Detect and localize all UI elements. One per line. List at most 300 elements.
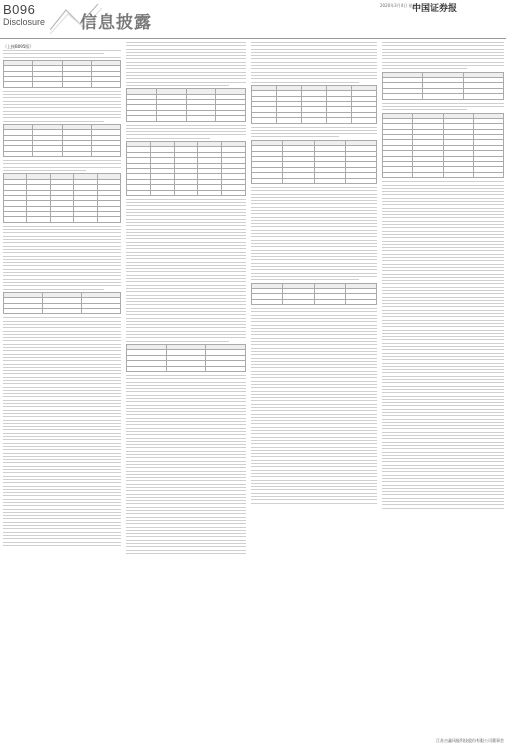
text-line: [126, 212, 246, 213]
text-line: [251, 55, 377, 56]
text-line: [3, 360, 121, 361]
text-line: [382, 241, 504, 242]
text-line: [382, 267, 504, 268]
text-line: [126, 503, 246, 504]
text-line: [3, 439, 121, 440]
text-line: [126, 553, 246, 554]
text-line: [126, 487, 246, 488]
text-line: [382, 52, 504, 53]
text-line: [251, 62, 377, 63]
text-line: [382, 270, 504, 271]
text-line: [382, 366, 504, 367]
text-line: [3, 515, 121, 516]
text-line: [126, 527, 246, 528]
text-line: [3, 259, 121, 260]
text-line: [126, 474, 246, 475]
text-line: [382, 283, 504, 284]
text-line: [251, 52, 377, 53]
text-line: [251, 334, 377, 335]
text-line: [3, 433, 121, 434]
text-line: [251, 250, 377, 251]
text-line: [126, 337, 246, 338]
text-line: [126, 252, 246, 253]
text-line: [382, 363, 504, 364]
text-line: [126, 295, 246, 296]
text-line: [3, 518, 121, 519]
text-line: [382, 330, 504, 331]
text-line: [126, 318, 246, 319]
text-line: [251, 503, 377, 504]
text-line: [126, 138, 210, 139]
text-line: [251, 344, 377, 345]
text-line: [3, 262, 121, 263]
text-line: [251, 371, 377, 372]
text-line: [251, 486, 377, 487]
text-line: [251, 381, 377, 382]
section-name-cn: 信息披露: [80, 13, 152, 33]
text-line: [3, 364, 121, 365]
text-line: [126, 388, 246, 389]
text-line: [382, 501, 504, 502]
text-line: [251, 427, 377, 428]
text-line: [382, 369, 504, 370]
text-line: [126, 513, 246, 514]
text-line: [251, 394, 377, 395]
text-line: [382, 448, 504, 449]
text-line: [382, 415, 504, 416]
text-line: [3, 383, 121, 384]
text-line: [251, 65, 377, 66]
text-line: [3, 522, 121, 523]
text-column-2: [126, 42, 246, 742]
text-line: [3, 410, 121, 411]
text-line: [251, 210, 377, 211]
text-line: [126, 308, 246, 309]
text-line: [3, 272, 121, 273]
text-line: [126, 232, 246, 233]
text-line: [3, 121, 104, 122]
text-line: [251, 127, 377, 128]
text-line: [3, 97, 121, 98]
text-line: [251, 400, 377, 401]
text-line: [382, 214, 504, 215]
text-line: [3, 456, 121, 457]
text-line: [251, 351, 377, 352]
text-line: [126, 245, 246, 246]
text-line: [3, 502, 121, 503]
text-line: [126, 78, 246, 79]
text-line: [126, 134, 246, 135]
text-line: [126, 414, 246, 415]
text-line: [3, 334, 121, 335]
text-line: [3, 462, 121, 463]
text-line: [3, 505, 121, 506]
text-line: [3, 423, 121, 424]
text-line: [3, 390, 121, 391]
text-line: [382, 402, 504, 403]
text-line: [3, 111, 121, 112]
text-line: [251, 476, 377, 477]
text-line: [126, 331, 246, 332]
text-line: [3, 492, 121, 493]
text-line: [251, 493, 377, 494]
text-line: [3, 420, 121, 421]
text-line: [3, 426, 121, 427]
text-line: [251, 460, 377, 461]
text-line: [126, 49, 246, 50]
data-table: [251, 283, 377, 306]
text-line: [126, 45, 246, 46]
text-line: [382, 297, 504, 298]
text-line: [251, 483, 377, 484]
text-line: [251, 259, 377, 260]
text-line: [251, 236, 377, 237]
text-line: [251, 68, 377, 69]
text-line: [126, 540, 246, 541]
text-line: [251, 130, 377, 131]
text-line: [382, 320, 504, 321]
text-line: [251, 243, 377, 244]
data-table: [3, 292, 121, 315]
text-line: [382, 428, 504, 429]
text-line: [3, 459, 121, 460]
text-line: [126, 288, 246, 289]
text-line: [382, 508, 504, 509]
text-line: [3, 107, 121, 108]
text-line: [251, 72, 377, 73]
text-line: [126, 58, 246, 59]
text-line: [126, 454, 246, 455]
data-table: [3, 124, 121, 157]
text-line: [251, 75, 377, 76]
text-line: [382, 231, 504, 232]
text-line: [126, 131, 246, 132]
text-line: [126, 275, 246, 276]
text-line: [3, 528, 121, 529]
text-line: [126, 378, 246, 379]
text-line: [126, 291, 246, 292]
text-line: [382, 234, 504, 235]
text-line: [382, 399, 504, 400]
text-line: [382, 389, 504, 390]
text-line: [3, 538, 121, 539]
text-line: [3, 285, 121, 286]
text-line: [382, 419, 504, 420]
text-line: [382, 379, 504, 380]
text-line: [3, 416, 121, 417]
text-line: [251, 414, 377, 415]
text-line: [382, 201, 504, 202]
text-line: [382, 333, 504, 334]
text-line: [382, 49, 504, 50]
text-line: [251, 450, 377, 451]
text-line: [3, 357, 121, 358]
text-line: [382, 465, 504, 466]
text-line: [382, 409, 504, 410]
text-line: [126, 484, 246, 485]
text-line: [126, 271, 246, 272]
text-line: [3, 525, 121, 526]
text-line: [3, 542, 121, 543]
text-line: [251, 45, 377, 46]
text-line: [251, 489, 377, 490]
text-line: [251, 226, 377, 227]
text-line: [382, 326, 504, 327]
text-column-3: [251, 42, 377, 742]
text-line: [3, 373, 121, 374]
text-line: [126, 520, 246, 521]
text-line: [382, 491, 504, 492]
issue-date: 2020年3月4日 星期三: [380, 3, 421, 8]
text-line: [382, 191, 504, 192]
text-line: [3, 495, 121, 496]
text-line: [251, 453, 377, 454]
text-line: [3, 101, 121, 102]
text-line: [251, 200, 377, 201]
text-line: [3, 265, 121, 266]
text-line: [126, 298, 246, 299]
text-line: [126, 255, 246, 256]
text-line: [126, 215, 246, 216]
text-line: [251, 430, 377, 431]
text-line: [126, 327, 246, 328]
text-line: [251, 220, 377, 221]
text-line: [251, 499, 377, 500]
text-line: [251, 187, 377, 188]
text-line: [251, 463, 377, 464]
text-line: [126, 238, 246, 239]
text-line: [251, 423, 377, 424]
text-line: [251, 341, 377, 342]
text-line: [382, 280, 504, 281]
text-line: [251, 456, 377, 457]
text-line: [251, 315, 377, 316]
section-name-en: Disclosure: [3, 17, 46, 27]
text-line: [126, 281, 246, 282]
text-line: [3, 279, 121, 280]
text-line: [251, 397, 377, 398]
text-line: [251, 338, 377, 339]
text-line: [382, 45, 504, 46]
text-line: [126, 382, 246, 383]
text-line: [3, 317, 121, 318]
text-line: [251, 246, 377, 247]
text-line: [3, 377, 121, 378]
text-line: [126, 401, 246, 402]
text-line: [126, 242, 246, 243]
text-line: [3, 256, 121, 257]
text-line: [3, 413, 121, 414]
text-line: [251, 49, 377, 50]
text-line: [126, 543, 246, 544]
text-line: [3, 236, 121, 237]
text-line: [382, 481, 504, 482]
text-line: [382, 452, 504, 453]
data-table: [3, 173, 121, 223]
text-line: [382, 257, 504, 258]
text-line: [382, 396, 504, 397]
text-line: [3, 479, 121, 480]
text-column-4: [382, 42, 504, 742]
text-line: [126, 444, 246, 445]
text-line: [382, 188, 504, 189]
text-line: [382, 211, 504, 212]
text-line: [126, 536, 246, 537]
text-line: [382, 103, 504, 104]
text-line: [3, 289, 104, 290]
text-line: [126, 424, 246, 425]
text-line: [3, 532, 121, 533]
text-line: [251, 42, 377, 43]
data-table: [126, 141, 246, 196]
text-line: [382, 55, 504, 56]
text-line: [3, 249, 121, 250]
text-line: [382, 227, 504, 228]
text-line: [251, 328, 377, 329]
text-line: [382, 376, 504, 377]
text-line: [251, 230, 377, 231]
text-line: [3, 327, 121, 328]
text-line: [251, 321, 377, 322]
text-line: [382, 274, 504, 275]
text-line: [382, 336, 504, 337]
text-line: [126, 434, 246, 435]
data-table: [251, 140, 377, 184]
continuation-heading: （上接B095版）: [3, 44, 34, 49]
data-table: [382, 113, 504, 179]
text-line: [382, 475, 504, 476]
text-line: [3, 252, 121, 253]
text-line: [382, 442, 504, 443]
text-line: [3, 466, 121, 467]
text-line: [126, 510, 246, 511]
text-line: [251, 190, 377, 191]
text-line: [126, 550, 246, 551]
text-line: [126, 324, 246, 325]
text-line: [251, 447, 377, 448]
text-line: [382, 356, 504, 357]
text-line: [251, 263, 377, 264]
text-line: [3, 242, 121, 243]
text-line: [3, 347, 121, 348]
text-line: [382, 432, 504, 433]
text-line: [251, 78, 377, 79]
text-line: [3, 367, 121, 368]
text-line: [251, 240, 377, 241]
text-line: [251, 269, 377, 270]
text-line: [251, 437, 377, 438]
text-line: [126, 405, 246, 406]
text-line: [3, 453, 121, 454]
text-line: [251, 496, 377, 497]
text-line: [3, 337, 121, 338]
text-line: [382, 300, 504, 301]
text-line: [251, 194, 377, 195]
text-line: [382, 185, 504, 186]
text-line: [382, 471, 504, 472]
text-line: [251, 223, 377, 224]
text-line: [3, 269, 121, 270]
text-line: [3, 476, 121, 477]
text-line: [126, 301, 246, 302]
text-line: [3, 354, 121, 355]
text-line: [251, 213, 377, 214]
text-line: [382, 372, 504, 373]
text-line: [126, 285, 246, 286]
text-line: [3, 344, 121, 345]
text-line: [382, 204, 504, 205]
text-line: [382, 254, 504, 255]
text-line: [126, 418, 246, 419]
text-line: [126, 225, 246, 226]
text-column-1: [3, 42, 121, 742]
text-line: [382, 478, 504, 479]
text-line: [382, 277, 504, 278]
text-line: [126, 533, 246, 534]
text-line: [382, 346, 504, 347]
masthead: [0, 0, 506, 40]
data-table: [126, 344, 246, 372]
text-line: [382, 349, 504, 350]
text-line: [382, 237, 504, 238]
text-line: [382, 250, 504, 251]
text-line: [3, 321, 121, 322]
text-line: [251, 384, 377, 385]
text-line: [3, 350, 121, 351]
text-line: [382, 488, 504, 489]
text-line: [382, 445, 504, 446]
text-line: [3, 282, 121, 283]
text-line: [126, 494, 246, 495]
text-line: [126, 507, 246, 508]
text-line: [382, 62, 504, 63]
text-line: [251, 367, 377, 368]
text-line: [126, 55, 246, 56]
text-line: [3, 331, 121, 332]
text-line: [126, 334, 246, 335]
text-line: [251, 58, 377, 59]
text-line: [3, 400, 121, 401]
text-line: [382, 392, 504, 393]
text-line: [382, 504, 504, 505]
text-line: [126, 222, 246, 223]
text-line: [382, 287, 504, 288]
text-line: [251, 273, 377, 274]
text-line: [126, 467, 246, 468]
text-line: [3, 393, 121, 394]
text-line: [3, 403, 121, 404]
text-line: [382, 435, 504, 436]
text-line: [251, 470, 377, 471]
text-line: [3, 482, 121, 483]
footer-signature: 江苏吉鑫风能科技股份有限公司董事会: [436, 738, 504, 743]
text-line: [382, 58, 504, 59]
text-line: [3, 91, 121, 92]
text-line: [382, 208, 504, 209]
newspaper-logo: 中国证券报: [412, 4, 458, 14]
text-line: [126, 451, 246, 452]
text-line: [3, 406, 121, 407]
text-line: [126, 447, 246, 448]
text-line: [382, 485, 504, 486]
text-line: [382, 264, 504, 265]
text-line: [382, 65, 504, 66]
text-line: [251, 443, 377, 444]
text-line: [382, 316, 504, 317]
text-line: [3, 499, 121, 500]
text-line: [126, 314, 246, 315]
text-line: [382, 306, 504, 307]
